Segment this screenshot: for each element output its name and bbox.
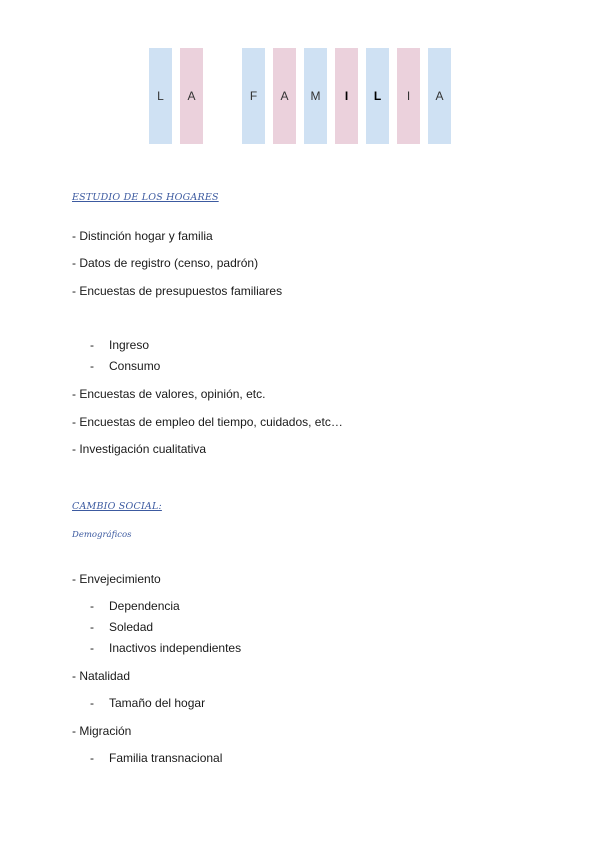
title-letter: I <box>406 89 411 103</box>
sub-list-item-label: Ingreso <box>109 338 150 352</box>
list-item: - Datos de registro (censo, padrón) <box>72 256 259 270</box>
list-item: - Encuestas de valores, opinión, etc. <box>72 387 266 401</box>
sub-list-item <box>90 359 160 373</box>
dash-bullet: - <box>90 359 94 373</box>
sub-list-item <box>90 751 222 765</box>
title-letter: M <box>310 89 321 103</box>
title-letter-tile <box>149 48 172 144</box>
title-letter: A <box>435 89 444 103</box>
title-letter-tile <box>242 48 265 144</box>
title-letter-tile <box>335 48 358 144</box>
title-letter: L <box>157 89 164 103</box>
section-subheading: Demográficos <box>72 530 132 540</box>
section-heading-hogares: ESTUDIO DE LOS HOGARES <box>72 192 219 203</box>
sub-list-item-label: Inactivos independientes <box>109 641 242 655</box>
title-letter-tile <box>273 48 296 144</box>
sub-list-item <box>90 599 180 613</box>
title-letter: L <box>373 89 382 103</box>
title-banner <box>0 48 600 144</box>
dash-bullet: - <box>90 338 94 352</box>
sub-list-item-label: Tamaño del hogar <box>109 696 206 710</box>
title-letter-tile <box>366 48 389 144</box>
dash-bullet: - <box>90 599 94 613</box>
sub-list-item <box>90 620 153 634</box>
list-item: - Investigación cualitativa <box>72 442 207 456</box>
list-item: - Distinción hogar y familia <box>72 229 213 243</box>
title-letter: A <box>187 89 196 103</box>
dash-bullet: - <box>90 751 94 765</box>
dash-bullet: - <box>90 641 94 655</box>
title-letter-tile <box>428 48 451 144</box>
sub-list-item-label: Dependencia <box>109 599 180 613</box>
dash-bullet: - <box>90 620 94 634</box>
sub-list-item <box>90 696 205 710</box>
sub-list-item-label: Soledad <box>109 620 154 634</box>
list-item: - Encuestas de presupuestos familiares <box>72 284 283 298</box>
list-item: - Envejecimiento <box>72 572 161 586</box>
sub-list-item <box>90 338 149 352</box>
list-item: - Encuestas de empleo del tiempo, cuidados, etc… <box>72 415 343 429</box>
list-item: - Natalidad <box>72 669 131 683</box>
list-item: - Migración <box>72 724 132 738</box>
title-letter-tile <box>180 48 203 144</box>
title-letter: A <box>280 89 289 103</box>
dash-bullet: - <box>90 696 94 710</box>
sub-list-item <box>90 641 241 655</box>
sub-list-item-label: Familia transnacional <box>109 751 223 765</box>
title-letter: I <box>344 89 349 103</box>
section-heading-cambio-social: CAMBIO SOCIAL: <box>72 501 162 512</box>
title-letter-tile <box>304 48 327 144</box>
title-letter-tile <box>397 48 420 144</box>
sub-list-item-label: Consumo <box>109 359 161 373</box>
title-letter: F <box>249 89 258 103</box>
